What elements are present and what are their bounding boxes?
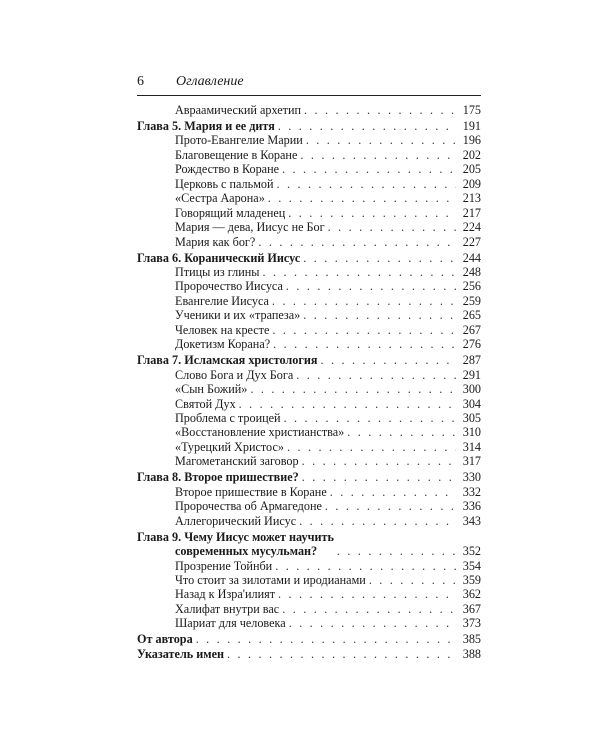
dot-leader bbox=[263, 265, 457, 279]
dot-leader bbox=[369, 573, 456, 587]
toc-page-number: 213 bbox=[462, 191, 481, 206]
dot-leader bbox=[258, 235, 456, 249]
dot-leader bbox=[272, 294, 456, 308]
dot-leader bbox=[273, 337, 456, 351]
dot-leader bbox=[304, 103, 456, 117]
toc-entry bbox=[137, 235, 481, 249]
toc-title: Что стоит за зилотами и иродианами bbox=[175, 573, 366, 587]
toc-page-number: 196 bbox=[462, 133, 481, 148]
toc-title: Прото-Евангелие Марии bbox=[175, 133, 303, 148]
toc-entry bbox=[137, 514, 481, 528]
dot-leader bbox=[272, 323, 456, 337]
dot-leader bbox=[278, 587, 456, 601]
toc-page-number: 267 bbox=[462, 322, 481, 337]
toc-title: Магометанский заговор bbox=[175, 454, 299, 469]
toc-entry bbox=[137, 220, 481, 234]
toc-entry bbox=[137, 397, 481, 411]
toc-title: Указатель имен bbox=[137, 646, 225, 661]
toc-title: Церковь с пальмой bbox=[175, 176, 274, 191]
toc-title: «Восстановление христианства» bbox=[175, 425, 345, 440]
toc-page-number: 291 bbox=[462, 367, 481, 382]
toc-title: Рождество в Коране bbox=[175, 162, 279, 177]
dot-leader bbox=[239, 397, 456, 411]
toc-title: От автора bbox=[137, 632, 193, 647]
toc-title-line-2: современных мусульман? bbox=[175, 544, 318, 559]
toc-title: Глава 7. Исламская христология bbox=[137, 353, 318, 368]
toc-title: «Сын Божий» bbox=[175, 382, 248, 397]
dot-leader bbox=[286, 279, 456, 293]
dot-leader bbox=[320, 353, 456, 367]
toc-page-number: 373 bbox=[462, 616, 481, 631]
dot-leader bbox=[282, 162, 456, 176]
toc-entry bbox=[137, 308, 481, 322]
toc-entry bbox=[137, 587, 481, 601]
toc-page-number: 314 bbox=[462, 439, 481, 454]
dot-leader bbox=[282, 602, 456, 616]
toc-entry bbox=[137, 294, 481, 308]
toc-page-number: 352 bbox=[462, 544, 481, 559]
dot-leader bbox=[268, 191, 456, 205]
toc-page-number: 304 bbox=[462, 396, 481, 411]
toc-title: Аллегорический Иисус bbox=[175, 513, 297, 528]
toc-chapter-entry bbox=[137, 530, 481, 559]
toc-title: «Турецкий Христос» bbox=[175, 439, 284, 454]
dot-leader bbox=[196, 632, 456, 646]
toc-page-number: 332 bbox=[462, 484, 481, 499]
dot-leader bbox=[277, 177, 456, 191]
toc-entry bbox=[137, 323, 481, 337]
toc-page-number: 317 bbox=[462, 454, 481, 469]
toc-entry bbox=[137, 133, 481, 147]
dot-leader bbox=[275, 559, 456, 573]
toc-title: Говорящий младенец bbox=[175, 205, 286, 220]
toc-entry bbox=[137, 103, 481, 117]
dot-leader bbox=[284, 411, 456, 425]
dot-leader bbox=[250, 382, 456, 396]
toc-page-number: 354 bbox=[462, 558, 481, 573]
toc-title: Мария как бог? bbox=[175, 234, 256, 249]
toc-chapter-entry bbox=[137, 251, 481, 265]
toc-title: Глава 5. Мария и ее дитя bbox=[137, 119, 275, 134]
toc-entry bbox=[137, 573, 481, 587]
toc-entry bbox=[137, 337, 481, 351]
dot-leader bbox=[325, 499, 456, 513]
toc-title: Благовещение в Коране bbox=[175, 147, 298, 162]
toc-title: Мария — дева, Иисус не Бог bbox=[175, 220, 325, 235]
toc-page-number: 202 bbox=[462, 147, 481, 162]
toc-page-number: 388 bbox=[462, 646, 481, 661]
header-rule bbox=[137, 95, 481, 96]
toc-title: Глава 8. Второе пришествие? bbox=[137, 470, 299, 485]
toc-title: Шариат для человека bbox=[175, 616, 286, 631]
running-title: Оглавление bbox=[176, 74, 244, 89]
toc-entry bbox=[137, 485, 481, 499]
toc-entry bbox=[137, 425, 481, 439]
dot-leader bbox=[328, 220, 456, 234]
toc-title: «Сестра Аарона» bbox=[175, 191, 265, 206]
toc-chapter-entry bbox=[137, 632, 481, 646]
toc-chapter-entry bbox=[137, 353, 481, 367]
toc-entry bbox=[137, 411, 481, 425]
toc-page-number: 248 bbox=[462, 265, 481, 279]
toc-page-number: 259 bbox=[462, 293, 481, 308]
toc-entry bbox=[137, 368, 481, 382]
toc-entry bbox=[137, 148, 481, 162]
dot-leader bbox=[303, 308, 456, 322]
toc-title: Второе пришествие в Коране bbox=[175, 484, 327, 499]
toc-page-number: 385 bbox=[462, 632, 481, 647]
toc-title: Авраамический архетип bbox=[175, 103, 302, 117]
toc-page-number: 217 bbox=[462, 205, 481, 220]
toc-title: Ученики и их «трапеза» bbox=[175, 308, 301, 323]
toc-page-number: 287 bbox=[462, 353, 481, 368]
toc-page-number: 310 bbox=[462, 425, 481, 440]
toc-title: Глава 6. Коранический Иисус bbox=[137, 250, 301, 265]
dot-leader bbox=[227, 647, 456, 661]
dot-leader bbox=[300, 148, 456, 162]
page-number: 6 bbox=[137, 74, 144, 89]
toc-page-number: 276 bbox=[462, 337, 481, 352]
toc-title: Святой Дух bbox=[175, 396, 236, 411]
dot-leader bbox=[330, 485, 456, 499]
toc-page-number: 244 bbox=[462, 250, 481, 265]
toc-title: Слово Бога и Дух Бога bbox=[175, 367, 294, 382]
toc-chapter-entry bbox=[137, 470, 481, 484]
toc-page-number: 367 bbox=[462, 601, 481, 616]
toc-entry bbox=[137, 382, 481, 396]
toc-entry bbox=[137, 440, 481, 454]
toc-title: Человек на кресте bbox=[175, 322, 270, 337]
toc-title bbox=[137, 530, 334, 559]
toc-title: Пророчество Иисуса bbox=[175, 279, 283, 294]
toc-entry bbox=[137, 559, 481, 573]
dot-leader bbox=[296, 368, 456, 382]
toc-entry bbox=[137, 499, 481, 513]
toc-page-number: 359 bbox=[462, 573, 481, 587]
dot-leader bbox=[287, 440, 456, 454]
toc-chapter-entry bbox=[137, 647, 481, 661]
dot-leader bbox=[289, 616, 456, 630]
toc-page-number: 224 bbox=[462, 220, 481, 235]
toc-title: Халифат внутри вас bbox=[175, 601, 280, 616]
toc-page-number: 330 bbox=[462, 470, 481, 485]
toc-page-number: 175 bbox=[462, 103, 481, 117]
toc-entry bbox=[137, 602, 481, 616]
toc-title: Пророчества об Армагедоне bbox=[175, 499, 322, 514]
toc-page-number: 265 bbox=[462, 308, 481, 323]
dot-leader bbox=[302, 454, 456, 468]
dot-leader bbox=[288, 206, 456, 220]
toc-page-number: 300 bbox=[462, 382, 481, 397]
toc-entry bbox=[137, 177, 481, 191]
toc-page-number: 209 bbox=[462, 176, 481, 191]
toc-title: Птицы из глины bbox=[175, 265, 260, 279]
toc-entry bbox=[137, 162, 481, 176]
toc-title: Прозрение Тойнби bbox=[175, 558, 273, 573]
toc-page-number: 191 bbox=[462, 119, 481, 134]
toc-title: Евангелие Иисуса bbox=[175, 293, 269, 308]
toc-title-line-1: Глава 9. Чему Иисус может научить bbox=[137, 529, 334, 544]
toc-page-number: 205 bbox=[462, 162, 481, 177]
toc-page-number: 227 bbox=[462, 234, 481, 249]
toc-page-number: 336 bbox=[462, 499, 481, 514]
toc-entry bbox=[137, 279, 481, 293]
toc-entry bbox=[137, 206, 481, 220]
dot-leader bbox=[306, 133, 456, 147]
toc-title: Назад к Изра'илият bbox=[175, 587, 276, 602]
toc-title: Проблема с троицей bbox=[175, 410, 281, 425]
dot-leader bbox=[278, 119, 456, 133]
toc-entry bbox=[137, 191, 481, 205]
dot-leader bbox=[347, 425, 456, 439]
toc-entry bbox=[137, 265, 481, 279]
table-of-contents bbox=[137, 103, 481, 661]
toc-page-number: 362 bbox=[462, 587, 481, 602]
toc-page-number: 256 bbox=[462, 279, 481, 294]
dot-leader bbox=[299, 514, 456, 528]
dot-leader bbox=[337, 544, 456, 558]
toc-title: Докетизм Корана? bbox=[175, 337, 271, 352]
toc-chapter-entry bbox=[137, 119, 481, 133]
toc-page-number: 305 bbox=[462, 410, 481, 425]
toc-entry bbox=[137, 454, 481, 468]
toc-entry bbox=[137, 616, 481, 630]
dot-leader bbox=[302, 470, 456, 484]
toc-page-number: 343 bbox=[462, 513, 481, 528]
running-header bbox=[137, 73, 481, 91]
dot-leader bbox=[303, 251, 456, 265]
